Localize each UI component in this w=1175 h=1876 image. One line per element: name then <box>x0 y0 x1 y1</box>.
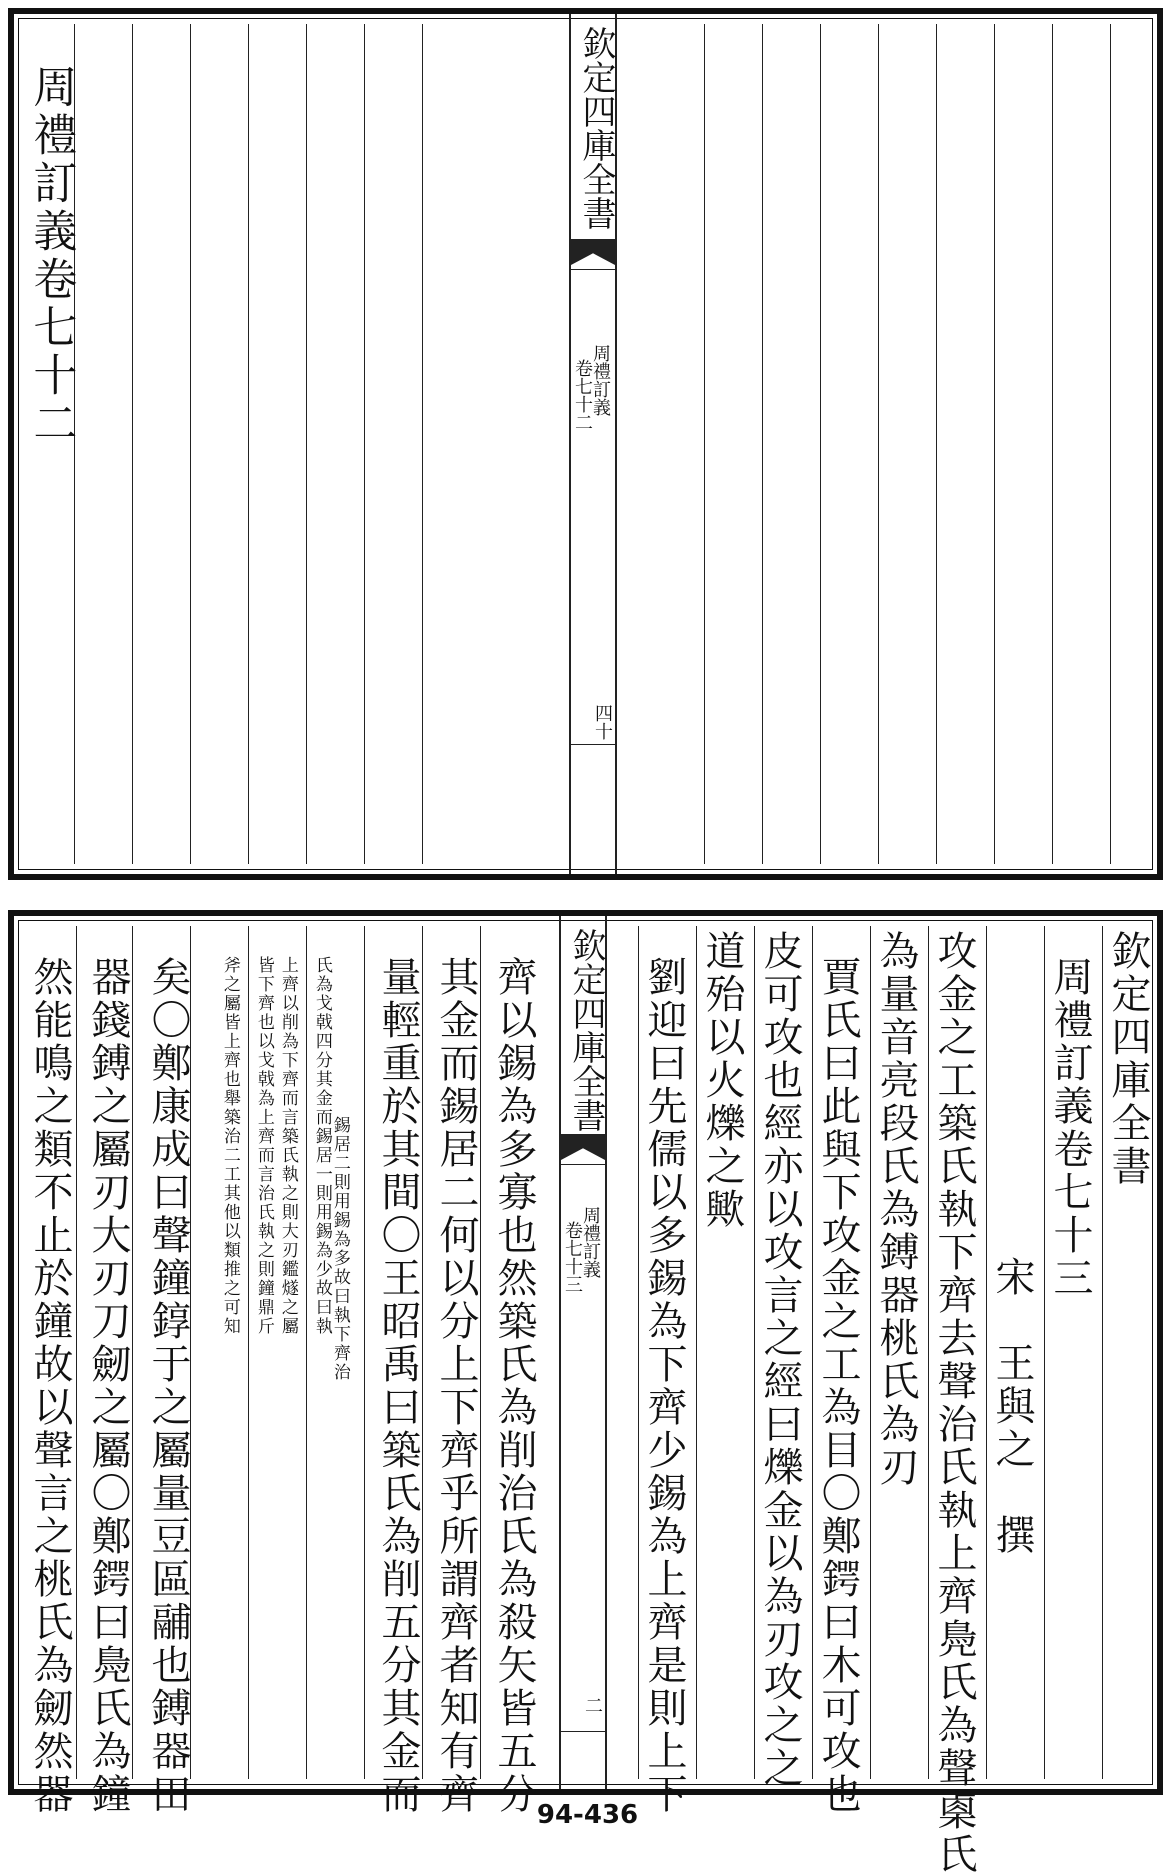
column-rule <box>1052 24 1053 864</box>
band-book-title: 周禮訂義 <box>580 1206 601 1278</box>
band-rule <box>571 744 615 745</box>
column-rule <box>1102 926 1103 1779</box>
column-rule <box>870 926 871 1779</box>
text-column: 道殆以火爍之歟 <box>699 930 745 1231</box>
fishtail-mark <box>571 239 615 265</box>
band-title: 欽定四庫全書 <box>576 26 616 230</box>
column-rule <box>422 926 423 1779</box>
page-number: 94-436 <box>536 1800 639 1830</box>
fishtail-mark <box>561 1134 605 1160</box>
author-line: 宋 王與之 撰 <box>989 1256 1035 1557</box>
band-volume: 卷七十二 <box>572 359 593 431</box>
column-rule <box>704 24 705 864</box>
commentary-column: 錫居二則用錫為多故曰執下齊治 <box>329 1116 350 1382</box>
band-title: 欽定四庫全書 <box>566 928 606 1132</box>
column-rule <box>132 24 133 864</box>
column-rule <box>248 926 249 1779</box>
column-rule <box>994 24 995 864</box>
column-rule <box>638 926 639 1779</box>
text-column: 量輕重於其間〇王昭禹曰築氏為削五分其金而 <box>375 956 421 1816</box>
text-column: 然能鳴之類不止於鐘故以聲言之桃氏為劒然器 <box>27 956 73 1816</box>
column-rule <box>248 24 249 864</box>
column-rule <box>986 926 987 1779</box>
commentary-column: 氏為戈戟四分其金而錫居一則用錫為少故曰執 <box>311 956 332 1336</box>
column-rule <box>1044 926 1045 1779</box>
band-folio: 四十 <box>592 704 613 740</box>
band-rule <box>561 1731 605 1732</box>
column-rule <box>132 926 133 1779</box>
column-rule <box>762 24 763 864</box>
column-rule <box>422 24 423 864</box>
band-rule <box>571 269 615 270</box>
header-title: 欽定四庫全書 <box>1105 930 1151 1188</box>
band-volume: 卷七十三 <box>562 1221 583 1293</box>
text-column: 攻金之工築氏執下齊去聲治氏執上齊鳧氏為聲㮚氏 <box>931 930 977 1876</box>
text-column: 賈氏曰此與下攻金之工為目〇鄭鍔曰木可攻也 <box>815 956 861 1816</box>
column-rule <box>696 926 697 1779</box>
column-rule <box>1110 24 1111 864</box>
column-rule <box>754 926 755 1779</box>
commentary-column: 上齊以削為下齊而言築氏執之則大刃鑑燧之屬 <box>277 956 298 1336</box>
text-column: 器錢鎛之屬刃大刃刀劒之屬〇鄭鍔曰鳧氏為鐘 <box>85 956 131 1816</box>
text-column: 為量音亮段氏為鎛器桃氏為刃 <box>873 930 919 1489</box>
column-rule <box>936 24 937 864</box>
column-rule <box>76 926 77 1779</box>
column-rule <box>820 24 821 864</box>
column-rule <box>364 24 365 864</box>
column-rule <box>364 926 365 1779</box>
text-column: 齊以錫為多寡也然築氏為削治氏為殺矢皆五分 <box>491 956 537 1816</box>
band-rule <box>561 1164 605 1165</box>
center-band <box>569 14 617 874</box>
text-column: 矣〇鄭康成曰聲鐘錞于之屬量豆區鬴也鎛器田 <box>145 956 191 1816</box>
column-rule <box>878 24 879 864</box>
text-column: 皮可攻也經亦以攻言之經曰爍金以為刃攻之之 <box>757 930 803 1790</box>
commentary-column: 斧之屬皆上齊也舉築治二工其他以類推之可知 <box>219 956 240 1336</box>
column-rule <box>812 926 813 1779</box>
text-column: 劉迎曰先儒以多錫為下齊少錫為上齊是則上下 <box>641 956 687 1816</box>
volume-title: 周禮訂義卷七十三 <box>1047 956 1093 1300</box>
center-band <box>559 916 607 1789</box>
text-column: 其金而錫居二何以分上下齊乎所謂齊者知有齊 <box>433 956 479 1816</box>
column-rule <box>928 926 929 1779</box>
column-rule <box>480 926 481 1779</box>
top-page <box>8 8 1163 880</box>
volume-end-title: 周禮訂義卷七十二 <box>25 64 77 448</box>
band-book-title: 周禮訂義 <box>590 344 611 416</box>
column-rule <box>306 926 307 1779</box>
band-folio: 二 <box>582 1696 603 1714</box>
commentary-column: 皆下齊也以戈戟為上齊而言治氏執之則鐘鼎斤 <box>253 956 274 1336</box>
column-rule <box>306 24 307 864</box>
column-rule <box>190 24 191 864</box>
